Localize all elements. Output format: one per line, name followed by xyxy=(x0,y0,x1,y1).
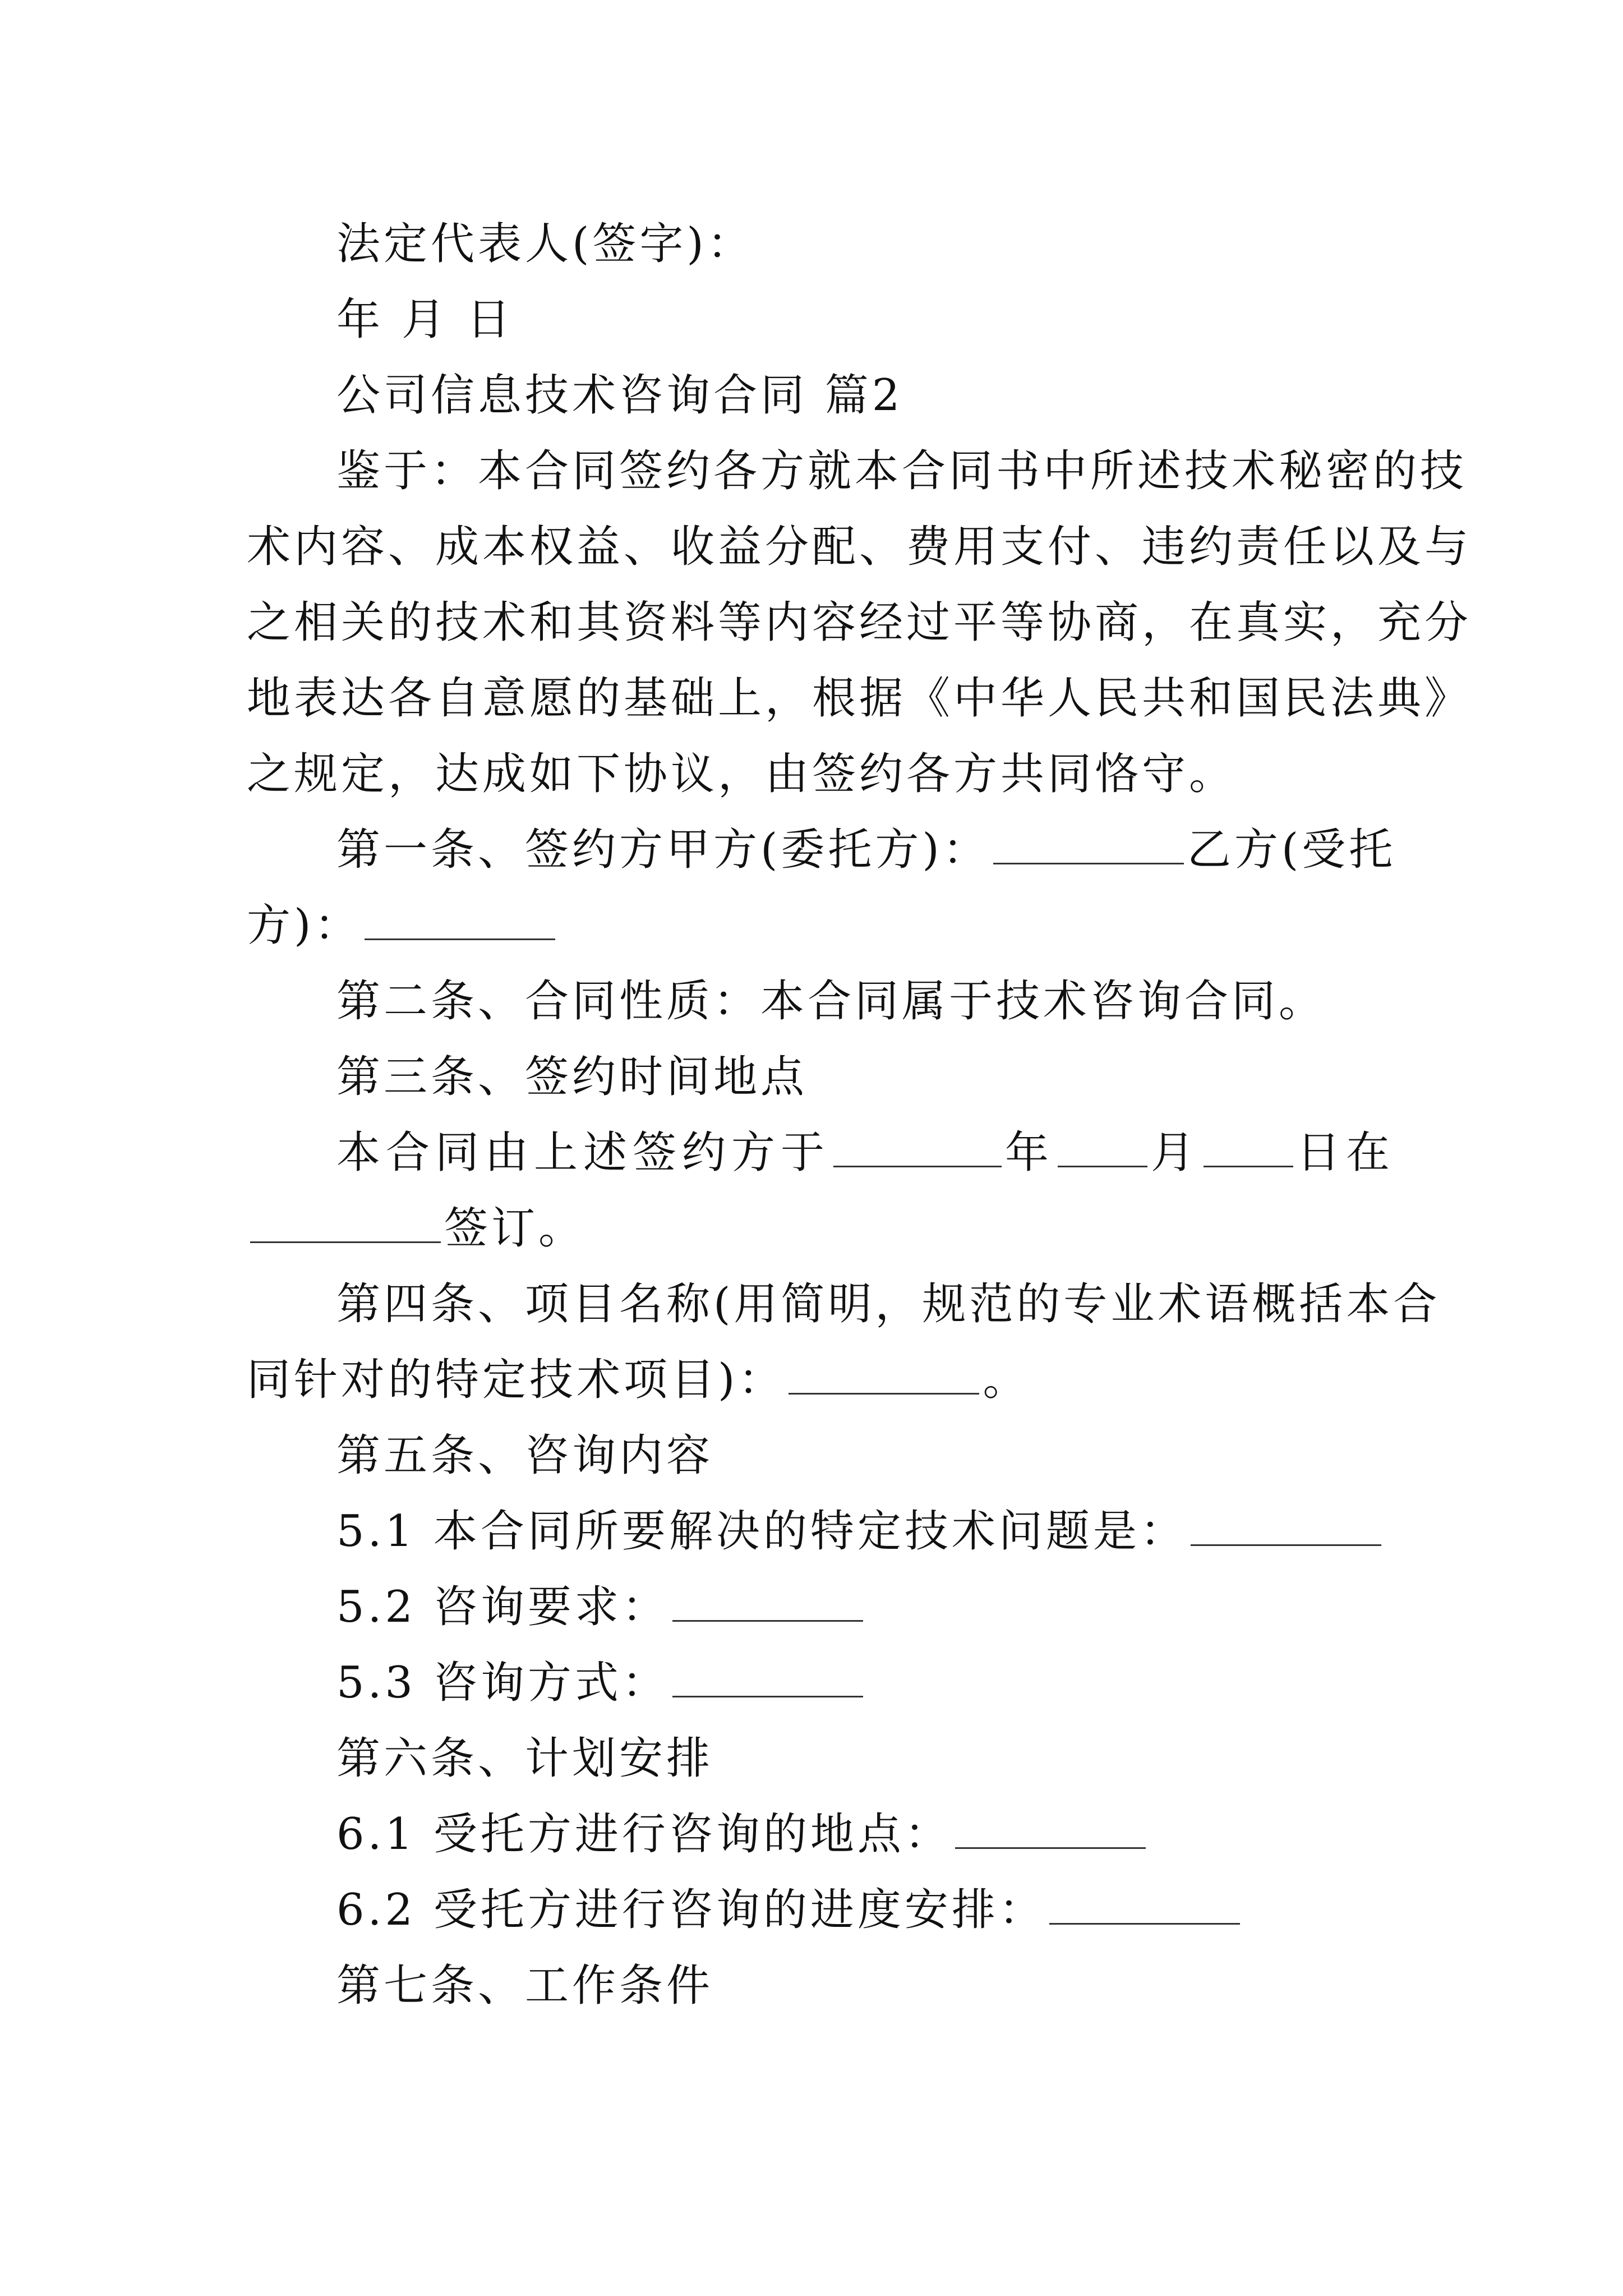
clause-6-2: 6.2 受托方进行咨询的进度安排： xyxy=(336,1882,1243,1938)
legal-rep-signature-line: 法定代表人(签字)： xyxy=(336,219,754,269)
clause-5-3: 5.3 咨询方式： xyxy=(336,1655,866,1711)
project-name-blank[interactable] xyxy=(789,1354,979,1395)
paragraph-line: 之规定，达成如下协议，由签约各方共同恪守。 xyxy=(247,749,1237,799)
consulting-requirements-blank[interactable] xyxy=(672,1581,863,1622)
clause-5-1: 5.1 本合同所要解决的特定技术问题是： xyxy=(336,1503,1385,1559)
article-2-line: 第二条、合同性质：本合同属于技术咨询合同。 xyxy=(336,976,1326,1027)
clause-5-2: 5.2 咨询要求： xyxy=(336,1579,866,1635)
paragraph-line: 术内容、成本权益、收益分配、费用支付、违约责任以及与 xyxy=(247,522,1472,572)
paragraph-line: 鉴于：本合同签约各方就本合同书中所述技术秘密的技 xyxy=(336,446,1468,496)
article-4-line: 第四条、项目名称(用简明，规范的专业术语概括本合 xyxy=(336,1279,1441,1329)
paragraph-line: 地表达各自意愿的基础上，根据《中华人民共和国民法典》 xyxy=(247,673,1472,724)
place-blank[interactable] xyxy=(250,1202,441,1243)
article-1-line: 第一条、签约方甲方(委托方)： 乙方(受托 xyxy=(336,825,1396,875)
tech-problem-blank[interactable] xyxy=(1191,1505,1381,1546)
consulting-location-blank[interactable] xyxy=(955,1808,1146,1849)
clause-6-1: 6.1 受托方进行咨询的地点： xyxy=(336,1806,1149,1862)
month-blank[interactable] xyxy=(1058,1126,1147,1167)
article-3-title: 第三条、签约时间地点 xyxy=(336,1052,808,1102)
article-6-title: 第六条、计划安排 xyxy=(336,1733,714,1784)
article-3-line: 签订。 xyxy=(247,1200,585,1257)
paragraph-line: 之相关的技术和其资料等内容经过平等协商，在真实，充分 xyxy=(247,597,1472,648)
day-blank[interactable] xyxy=(1204,1126,1293,1167)
year-blank[interactable] xyxy=(833,1126,1002,1167)
article-1-line: 方)： xyxy=(247,898,559,954)
schedule-blank[interactable] xyxy=(1049,1884,1240,1925)
party-b-blank[interactable] xyxy=(365,899,555,940)
article-3-line: 本合同由上述签约方于 年 月 日在 xyxy=(336,1128,1396,1178)
article-5-title: 第五条、咨询内容 xyxy=(336,1430,714,1481)
article-7-title: 第七条、工作条件 xyxy=(336,1961,714,2011)
consulting-method-blank[interactable] xyxy=(672,1657,863,1697)
section-title: 公司信息技术咨询合同 篇2 xyxy=(336,370,903,421)
party-a-blank[interactable] xyxy=(993,823,1184,864)
article-4-line: 同针对的特定技术项目)： 。 xyxy=(247,1355,1030,1405)
date-line: 年 月 日 xyxy=(336,295,514,345)
